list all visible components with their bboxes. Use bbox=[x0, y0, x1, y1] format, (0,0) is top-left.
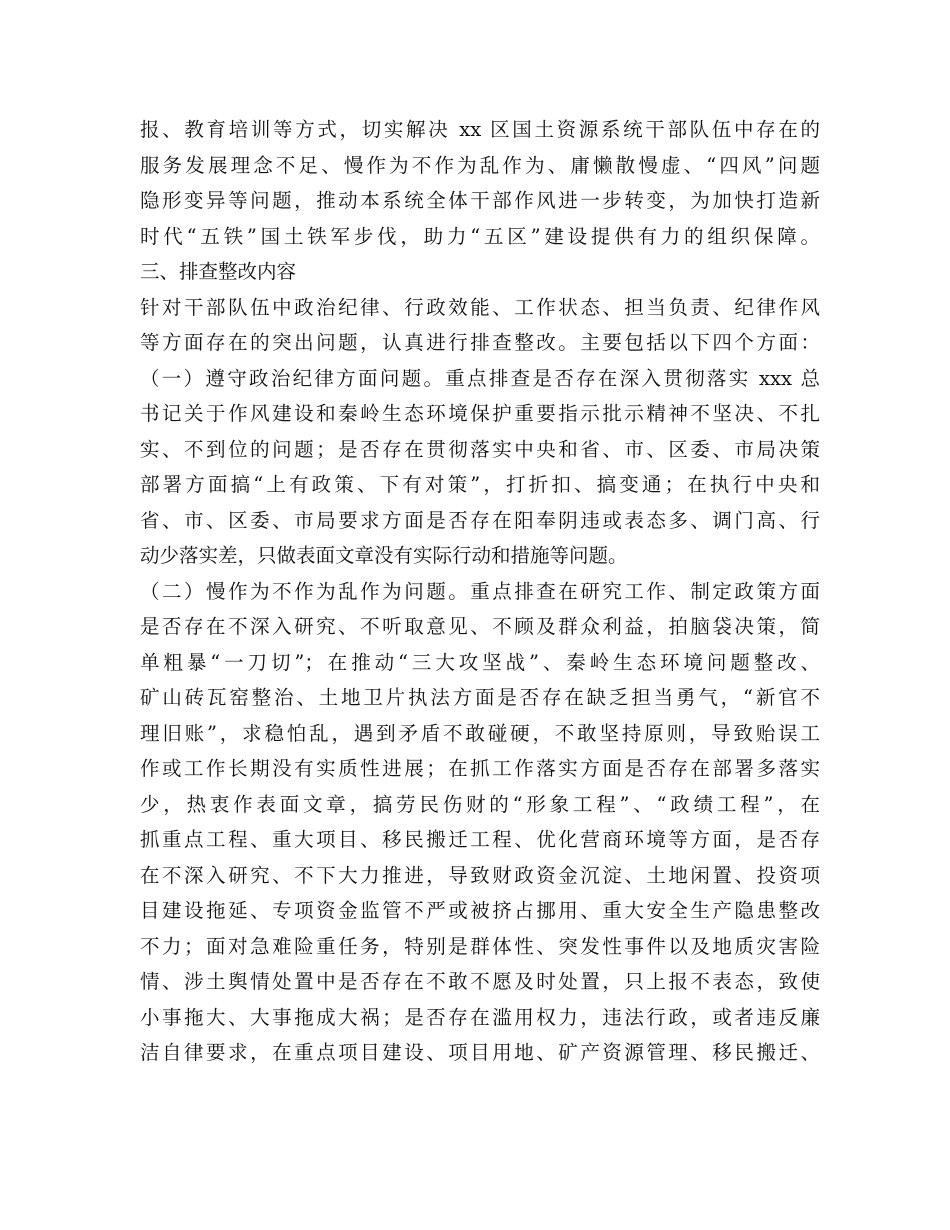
text-line: 动少落实差，只做表面文章没有实际行动和措施等问题。 bbox=[140, 544, 628, 567]
text-line: 目建设拖延、专项资金监管不严或被挤占挪用、重大安全生产隐患整改 bbox=[140, 899, 820, 922]
text-line: 报、教育培训等方式，切实解决 xx 区国土资源系统干部队伍中存在的 bbox=[140, 118, 820, 141]
text-line: 小事拖大、大事拖成大祸；是否存在滥用权力，违法行政，或者违反廉 bbox=[140, 1005, 820, 1029]
text-line: 等方面存在的突出问题，认真进行排查整改。主要包括以下四个方面： bbox=[140, 331, 820, 354]
text-line: 部署方面搞“上有政策、下有对策”，打折扣、搞变通；在执行中央和 bbox=[140, 473, 820, 496]
text-line: 少，热衷作表面文章，搞劳民伤财的“形象工程”、“政绩工程”，在 bbox=[140, 792, 820, 816]
text-line: 作或工作长期没有实质性进展；在抓工作落实方面是否存在部署多落实 bbox=[140, 757, 820, 780]
document-body bbox=[140, 112, 820, 1071]
text-line: 矿山砖瓦窑整治、土地卫片执法方面是否存在缺乏担当勇气，“新官不 bbox=[140, 686, 820, 709]
text-line: 书记关于作风建设和秦岭生态环境保护重要指示批示精神不坚决、不扎 bbox=[140, 402, 820, 425]
text-line: 隐形变异等问题，推动本系统全体干部作风进一步转变，为加快打造新 bbox=[140, 189, 820, 212]
text-line: 在不深入研究、不下大力推进，导致财政资金沉淀、土地闲置、投资项 bbox=[140, 863, 820, 887]
text-line: 是否存在不深入研究、不听取意见、不顾及群众利益，拍脑袋决策，简 bbox=[140, 615, 820, 638]
text-line: 实、不到位的问题；是否存在贯彻落实中央和省、市、区委、市局决策 bbox=[140, 437, 820, 461]
text-line: 针对干部队伍中政治纪律、行政效能、工作状态、担当负责、纪律作风 bbox=[140, 295, 820, 319]
section-heading: 三、排查整改内容 bbox=[140, 260, 297, 283]
text-line: 服务发展理念不足、慢作为不作为乱作为、庸懒散慢虚、“四风”问题 bbox=[140, 153, 820, 177]
text-line: 洁自律要求，在重点项目建设、项目用地、矿产资源管理、移民搬迁、 bbox=[140, 1041, 820, 1064]
text-line: （一）遵守政治纪律方面问题。重点排查是否存在深入贯彻落实 xxx 总 bbox=[140, 366, 820, 390]
text-line: 时代“五铁”国土铁军步伐，助力“五区”建设提供有力的组织保障。 bbox=[140, 224, 820, 248]
text-line: 省、市、区委、市局要求方面是否存在阳奉阴违或表态多、调门高、行 bbox=[140, 508, 820, 532]
text-line: 不力；面对急难险重任务，特别是群体性、突发性事件以及地质灾害险 bbox=[140, 934, 820, 958]
text-line: 理旧账”，求稳怕乱，遇到矛盾不敢碰硬，不敢坚持原则，导致贻误工 bbox=[140, 721, 820, 745]
text-line: （二）慢作为不作为乱作为问题。重点排查在研究工作、制定政策方面 bbox=[140, 579, 820, 603]
text-line: 情、涉土舆情处置中是否存在不敢不愿及时处置，只上报不表态，致使 bbox=[140, 970, 820, 993]
text-line: 单粗暴“一刀切”；在推动“三大攻坚战”、秦岭生态环境问题整改、 bbox=[140, 650, 820, 674]
text-line: 抓重点工程、重大项目、移民搬迁工程、优化营商环境等方面，是否存 bbox=[140, 828, 820, 851]
